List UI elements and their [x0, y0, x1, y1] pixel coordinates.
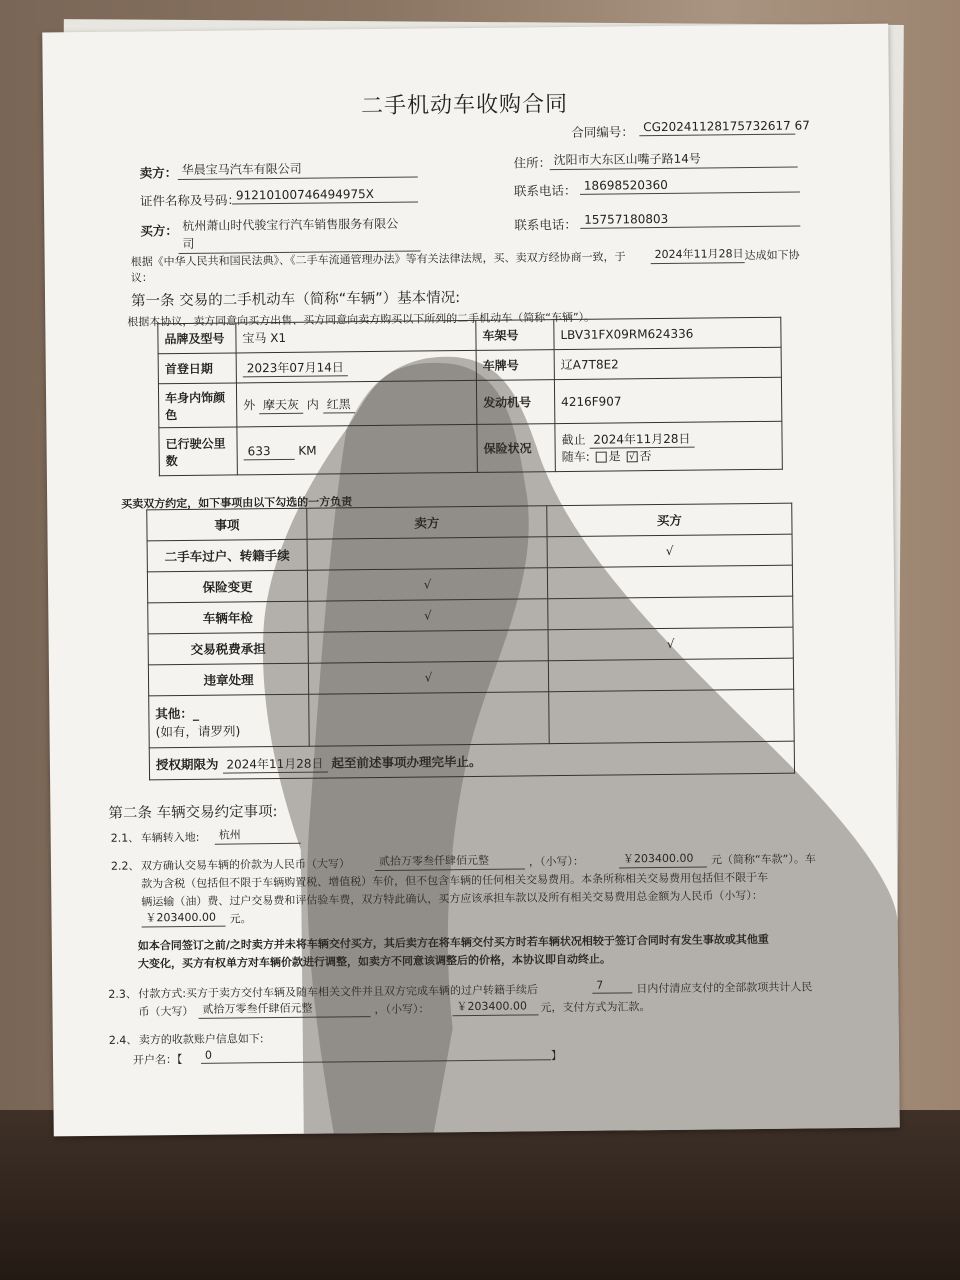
buyer-name-line2: 司 [178, 233, 420, 255]
vin-label: 车架号 [476, 320, 554, 351]
duty-item: 违章处理 [148, 663, 308, 696]
ins-until-prefix: 截止 [561, 432, 586, 447]
id-doc-label: 证件名称及号码： [139, 192, 241, 209]
clause-2-4-text: 卖方的收款账户信息如下: [138, 1032, 264, 1047]
duty-seller-mark [308, 630, 548, 664]
account-label: 开户名：【 [132, 1053, 183, 1067]
deadline-suffix: 起至前述事项办理完毕止。 [331, 753, 482, 770]
duty-seller-mark: √ [307, 568, 547, 602]
phone2-label: 联系电话： [514, 216, 577, 233]
duty-buyer-mark [547, 565, 792, 599]
reg-date-value: 2023年07月14日 [243, 360, 348, 377]
insurance-label: 保险状况 [477, 424, 555, 473]
account-value: 0 [201, 1045, 551, 1064]
other-note: (如有，请罗列) [155, 722, 241, 739]
buyer-name-line1: 杭州萧山时代骏宝行汽车销售服务有限公 [182, 216, 399, 234]
clause-2-3-text-d: ，（小写）： [374, 1002, 430, 1017]
color-label: 车身内饰颜色 [158, 383, 236, 428]
other-label: 其他：_ [155, 705, 200, 721]
section1-heading: 第一条 交易的二手机动车（简称“车辆”）基本情况: [130, 290, 461, 310]
reg-date-cell [236, 350, 476, 383]
other-buyer [549, 689, 795, 744]
seller-name: 华晨宝马汽车有限公司 [178, 159, 418, 181]
clause-2-3-text-a: 付款方式:买方于卖方交付车辆及随车相关文件并且双方完成车辆的过户转籍手续后 [138, 983, 539, 1001]
duty-item: 保险变更 [147, 570, 307, 603]
insurance-cell [555, 421, 782, 471]
clause-2-2-line3: 辆运输（油）费、过户交易费和评估验车费，双方特此确认，买方应该承担车款以及所有相关交易费用总金额为人民币（小写）： [141, 888, 763, 909]
duty-seller-mark: √ [308, 599, 548, 633]
mileage-unit: KM [298, 443, 317, 458]
duty-buyer-mark [548, 596, 793, 630]
contract-document [42, 24, 900, 1137]
deadline-cell [149, 741, 794, 780]
duty-seller-mark: √ [308, 661, 548, 695]
contract-no-value: CG20241128175732617 67 [639, 119, 795, 137]
section2-heading: 第二条 车辆交易约定事项: [108, 804, 278, 822]
clause-2-1-city: 杭州 [215, 826, 301, 845]
duty-item: 交易税费承担 [148, 632, 308, 665]
id-doc-value: 91210100746494975X [232, 187, 418, 205]
mileage-cell [237, 424, 477, 475]
clause-2-3-text-e: 元，支付方式为汇款。 [540, 1000, 651, 1015]
yes-checkbox [596, 451, 607, 462]
reg-date-label: 首登日期 [158, 353, 236, 384]
clause-2-2-text-b: ，（小写）： [528, 854, 585, 869]
section1-intro: 根据本协议，卖方同意向买方出售、买方同意向卖方购买以下所列的二手机动车（简称“车辆”）。 [127, 310, 596, 329]
adjustment-clause-line2: 大变化，买方有权单方对车辆价款进行调整，如卖方不同意该调整后的价格，本协议即自动终止。 [137, 952, 612, 971]
preamble-text-end: 达成如下协 [744, 248, 800, 263]
clause-2-2-number: 2.2、 [110, 859, 140, 873]
mileage-value: 633 [244, 443, 295, 460]
preamble-date: 2024年11月28日 [651, 245, 745, 264]
with-car-label: 随车: [561, 449, 590, 464]
col-buyer-header: 买方 [547, 503, 792, 537]
mileage-label: 已行驶公里数 [159, 427, 237, 476]
adjustment-clause-line1: 如本合同签订之前/之时卖方并未将车辆交付买方，其后卖方在将车辆交付买方时若车辆状况相较于签订合同时有发生事故或其他重 [137, 932, 769, 953]
total-yuan: 元。 [229, 912, 252, 926]
total-amount: ￥203400.00 [141, 909, 225, 928]
clause-2-1-text: 车辆转入地: [140, 830, 200, 845]
col-item-header: 事项 [147, 508, 307, 541]
payment-days: 7 [592, 978, 632, 993]
engine-label: 发动机号 [476, 380, 554, 425]
seller-label: 卖方： [139, 165, 178, 181]
preamble-text-cont: 议： [130, 271, 153, 285]
ext-color: 摩天灰 [259, 398, 303, 414]
dark-floor-area [0, 1110, 960, 1280]
duty-buyer-mark: √ [547, 534, 792, 568]
deadline-date: 2024年11月28日 [222, 756, 327, 773]
duties-table [146, 503, 795, 781]
clause-2-2-text-c: 元（简称“车款”）。车 [710, 852, 816, 867]
brand-label: 品牌及型号 [158, 323, 236, 354]
int-prefix: 内 [306, 397, 319, 412]
address-label: 住所： [513, 155, 552, 171]
clause-2-2-line2: 款为含税（包括但不限于车辆购置税、增值税）车价，但不包含车辆的任何相关交易费用。本条所称相关交易费用包括但不限于车 [141, 870, 769, 891]
vehicle-info-table [157, 317, 783, 477]
brand-value: 宝马 X1 [236, 320, 476, 353]
color-cell [236, 380, 476, 427]
duties-intro: 买卖双方约定，如下事项由以下勾选的一方负责 [121, 495, 353, 511]
phone2-value: 15757180803 [580, 211, 800, 229]
no-checkbox-checked: √ [626, 451, 637, 462]
price-upper: 贰拾万零叁仟肆佰元整 [375, 851, 525, 871]
duty-seller-mark [307, 537, 547, 571]
duty-item: 车辆年检 [148, 601, 308, 634]
deadline-prefix: 授权期限为 [155, 756, 219, 772]
duty-buyer-mark: √ [548, 627, 793, 661]
account-end: 】 [550, 1049, 563, 1063]
other-seller [309, 692, 550, 747]
buyer-label: 买方： [140, 223, 178, 239]
other-cell [149, 694, 310, 748]
clause-2-4-number: 2.4、 [108, 1033, 138, 1047]
address-value: 沈阳市大东区山嘴子路14号 [550, 149, 798, 171]
clause-2-3-text-b: 日内付清应支付的全部款项共计人民 [636, 980, 813, 996]
int-color: 红黑 [323, 397, 355, 413]
document-title: 二手机动车收购合同 [360, 91, 569, 120]
clause-2-2-text-a: 双方确认交易车辆的价款为人民币（大写） [140, 857, 351, 873]
clause-2-3-number: 2.3、 [108, 987, 137, 1001]
phone1-label: 联系电话： [513, 182, 577, 199]
plate-value: 辽A7T8E2 [554, 347, 781, 379]
engine-value: 4216F907 [554, 377, 781, 423]
phone1-value: 18698520360 [580, 177, 800, 195]
clause-2-1-number: 2.1、 [110, 831, 140, 845]
ins-until-date: 2024年11月28日 [589, 431, 694, 448]
payment-upper: 贰拾万零叁仟肆佰元整 [198, 999, 370, 1019]
payment-lower: ￥203400.00 [452, 997, 538, 1016]
vin-value: LBV31FX09RM624336 [554, 317, 781, 349]
plate-label: 车牌号 [476, 350, 554, 381]
yes-label: 是 [608, 448, 621, 464]
preamble-text: 根据《中华人民共和国民法典》、《二手车流通管理办法》等有关法律法规，买、卖双方经协商一致，于 [130, 250, 626, 269]
price-lower: ￥203400.00 [619, 850, 707, 869]
duty-buyer-mark [548, 658, 793, 692]
col-seller-header: 卖方 [307, 506, 547, 540]
clause-2-3-text-c: 币（大写） [138, 1004, 194, 1019]
duty-item: 二手车过户、转籍手续 [147, 539, 307, 572]
ext-prefix: 外 [243, 398, 256, 413]
no-label: 否 [639, 448, 652, 463]
contract-no-label: 合同编号： [571, 124, 634, 140]
